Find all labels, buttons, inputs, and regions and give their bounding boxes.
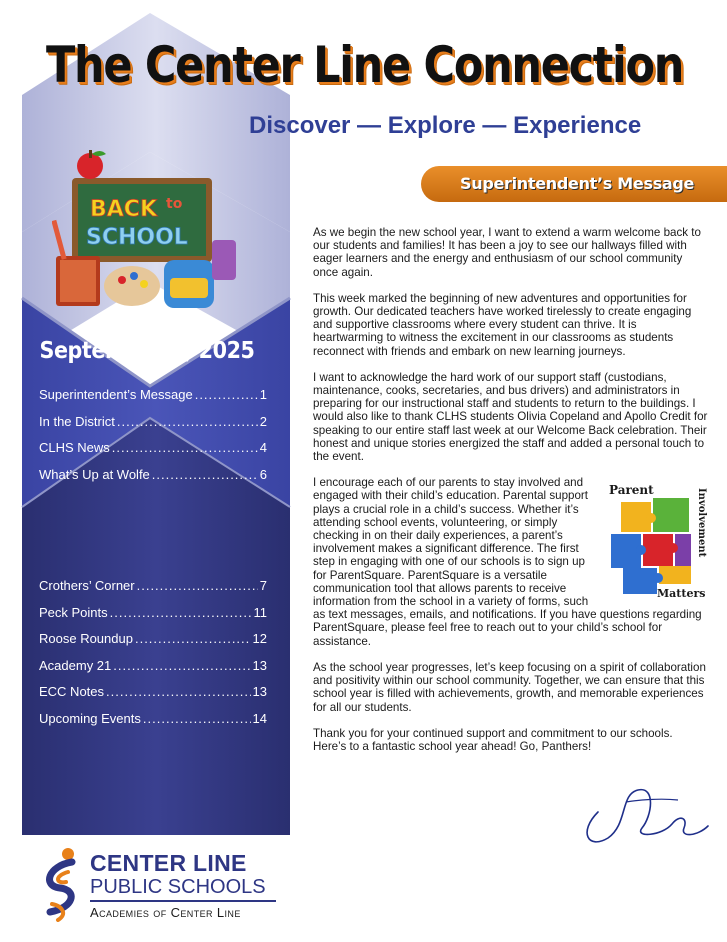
district-name-line1: CENTER LINE [90,850,247,876]
parent-involvement-puzzle-graphic [601,480,719,600]
article-paragraph-2: This week marked the beginning of new adventures and opportunities for growth. Our dedicated teachers have worked tirelessly to create engaging and supportive classrooms where every student can thrive. It is heartwarming to witness the excitement in our classrooms as students reconnect with friends and embark on new learning journeys. [313,291,692,358]
toc-item-roose-roundup[interactable]: Roose Roundup ..... 12 [39,631,267,658]
newsletter-tagline: Discover — Explore — Experience [249,112,642,139]
article-paragraph-1: As we begin the new school year, I want to extend a warm welcome back to our students and families! It has been a joy to see our hallways filled with eager learners and the energy and enthusiasm of our school community once again. [313,226,701,279]
toc-item-ecc-notes[interactable]: ECC Notes ..... 13 [39,684,267,711]
toc-item-crothers-corner[interactable]: Crothers’ Corner ..... 7 [39,578,267,605]
toc-item-peck-points[interactable]: Peck Points ..... 11 [39,605,267,632]
toc-item-academy-21[interactable]: Academy 21 ..... 13 [39,658,267,685]
toc-item-whats-up-at-wolfe[interactable]: What’s Up at Wolfe ..... 6 [39,467,267,494]
newsletter-title: The Center Line Connection [46,36,684,94]
clipart-school-text: SCHOOL [86,225,188,250]
superintendent-signature [568,772,716,852]
table-of-contents-lower [39,578,267,737]
clipart-back-text: BACK [90,197,157,222]
district-subtitle: Academies of Center Line [90,905,241,920]
article-paragraph-6: Thank you for your continued support and commitment to our schools. Here’s to a fantastic school year ahead! Go, Panthers! [313,726,673,753]
article-paragraph-3: I want to acknowledge the hard work of our support staff (custodians, maintenance, cooks, secretaries, and bus drivers) and administrators in preparing for our instructional staff and students to return to the buildings. I would also like to thank CLHS students Olivia Copeland and Apollo Credit for speaking to our entire staff last week at our Welcome Back celebration. Their honest and unique stories energized the staff and added a personal touch to the event. [313,370,708,464]
logo-divider [90,900,276,902]
article-paragraph-5: As the school year progresses, let’s keep focusing on a spirit of collaboration and positivity within our school community. Together, we can ensure that this school year is filled with achievements, growth, and memorable experiences for all our students. [313,660,706,714]
superintendent-article [313,226,709,766]
clipart-to-text: to [166,196,183,212]
puzzle-parent-label: Parent [609,483,654,498]
toc-item-in-the-district[interactable]: In the District ..... 2 [39,414,267,441]
article-paragraph-4: I encourage each of our parents to stay involved and engaged with their child’s education. Parental support plays a crucial role in a child’s success. Whether it’s attending school events, volunteering, or simply checking in on their daily experiences, a parent’s involvement makes a significant difference. The first step in engaging with one of our schools is to sign up for ParentSquare. ParentSquare is a versatile communication tool that allows parents to receive information from the school in a variety of forms, such as text messages, emails, and notifications. If you have questions regarding ParentSquare, please feel free to reach out to your child’s school for assistance. [313,476,702,648]
back-to-school-clipart [52,148,244,316]
toc-item-upcoming-events[interactable]: Upcoming Events ..... 14 [39,711,267,738]
toc-item-superintendents-message[interactable]: Superintendent’s Message ..... 1 [39,387,267,414]
puzzle-involvement-label: Involvement [696,488,707,558]
district-name-line2: PUBLIC SCHOOLS [90,876,266,898]
section-title: Superintendent’s Message [460,174,695,193]
district-logo-icon [38,846,88,922]
toc-item-clhs-news[interactable]: CLHS News ..... 4 [39,440,267,467]
table-of-contents-upper [39,387,267,493]
puzzle-matters-label: Matters [657,587,706,601]
issue-date: September 5, 2025 [39,338,255,364]
